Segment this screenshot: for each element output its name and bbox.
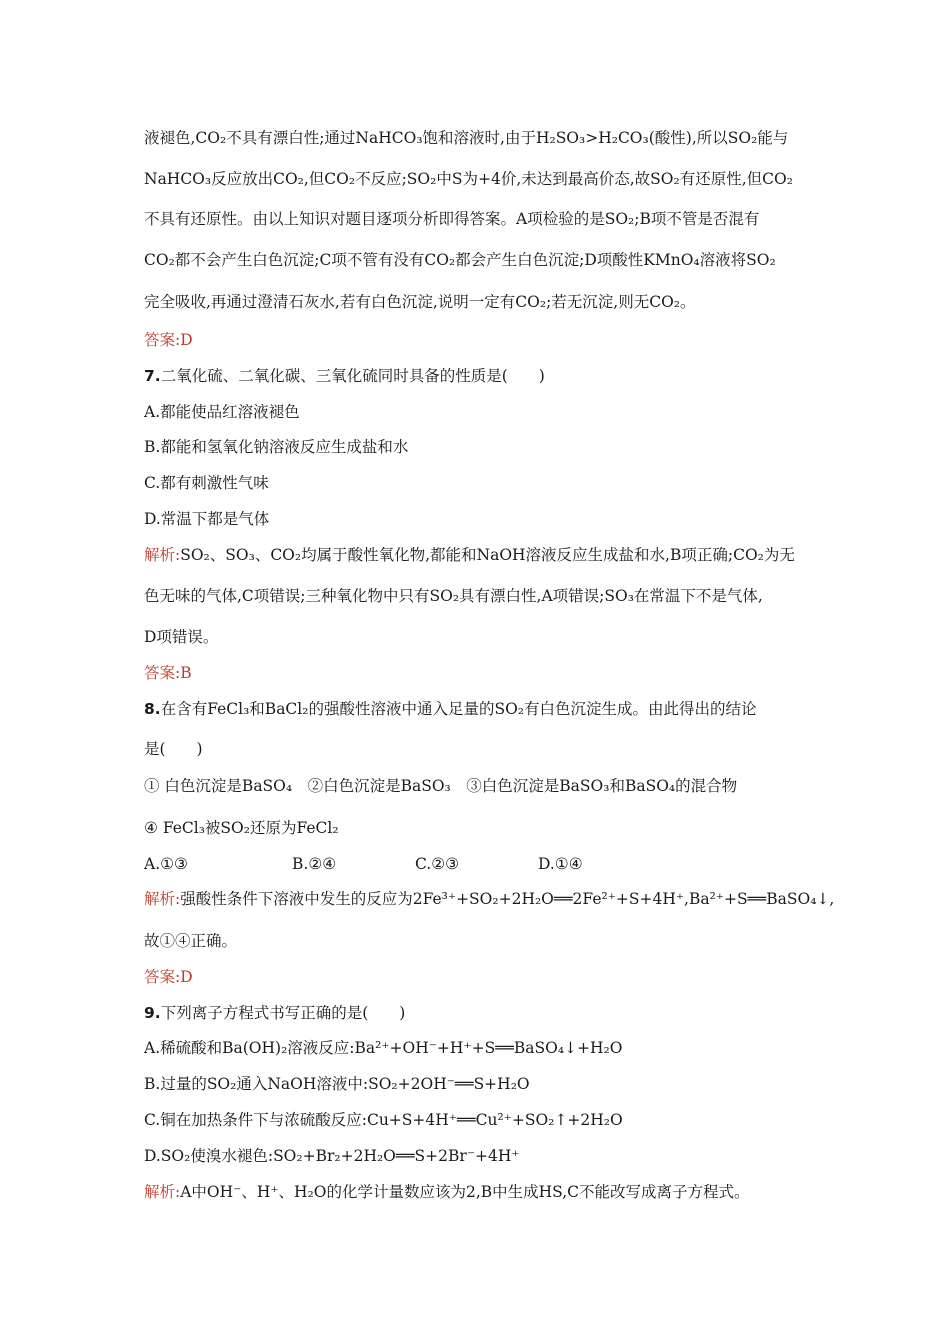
option-b: B.过量的SO₂通入NaOH溶液中:SO₂+2OH⁻══S+H₂O [144,1075,530,1093]
question-8-stem [144,699,757,719]
analysis-text: SO₂、SO₃、CO₂均属于酸性氧化物,都能和NaOH溶液反应生成盐和水,B项正确;CO₂为无 [180,546,795,564]
analysis-q7-line3: D项错误。 [144,628,219,646]
statements-line1: ① 白色沉淀是BaSO₄ ②白色沉淀是BaSO₃ ③白色沉淀是BaSO₃和BaSO₄的混合物 [144,777,738,795]
answer-label: 答案: [144,968,181,986]
analysis-text: A中OH⁻、H⁺、H₂O的化学计量数应该为2,B中生成HS,C不能改写成离子方程式。 [180,1183,750,1201]
option-c: C.都有刺激性气味 [144,474,269,492]
question-text: 在含有FeCl₃和BaCl₂的强酸性溶液中通入足量的SO₂有白色沉淀生成。由此得出的结论 [160,700,757,718]
option-d: D.常温下都是气体 [144,510,270,528]
question-8-stem-cont: 是( ) [144,740,203,758]
analysis-text: 强酸性条件下溶液中发生的反应为2Fe³⁺+SO₂+2H₂O══2Fe²⁺+S+4H⁺,Ba²⁺+S══BaSO₄↓, [180,890,835,908]
option-d: D.①④ [538,855,583,873]
explanation-line: NaHCO₃反应放出CO₂,但CO₂不反应;SO₂中S为+4价,未达到最高价态,故SO₂有还原性,但CO₂ [144,170,793,188]
analysis-label: 解析: [144,1183,181,1201]
question-7-stem [144,366,545,386]
explanation-line: 液褪色,CO₂不具有漂白性;通过NaHCO₃饱和溶液时,由于H₂SO₃>H₂CO₃(酸性),所以SO₂能与 [144,129,789,147]
option-a: A.①③ [144,855,188,873]
answer-q6 [144,330,193,350]
analysis-q9-line1 [144,1182,750,1202]
answer-value: D [180,331,193,349]
analysis-q7-line1 [144,545,795,565]
option-a: A.都能使品红溶液褪色 [144,403,300,421]
option-b: B.②④ [292,855,337,873]
explanation-line: 不具有还原性。由以上知识对题目逐项分析即得答案。A项检验的是SO₂;B项不管是否混有 [144,210,760,228]
answer-label: 答案: [144,331,181,349]
option-d: D.SO₂使溴水褪色:SO₂+Br₂+2H₂O══S+2Br⁻+4H⁺ [144,1147,520,1165]
answer-q8 [144,967,193,987]
question-text: 二氧化硫、二氧化碳、三氧化硫同时具备的性质是( ) [160,367,545,385]
answer-value: B [180,664,192,682]
option-a: A.稀硫酸和Ba(OH)₂溶液反应:Ba²⁺+OH⁻+H⁺+S══BaSO₄↓+H₂O [144,1039,623,1057]
question-number: 8. [144,700,161,718]
analysis-label: 解析: [144,890,181,908]
analysis-q8-line2: 故①④正确。 [144,932,238,950]
answer-q7 [144,663,192,683]
analysis-q7-line2: 色无味的气体,C项错误;三种氧化物中只有SO₂具有漂白性,A项错误;SO₃在常温下不是气体, [144,587,763,605]
answer-value: D [180,968,193,986]
analysis-q8-line1 [144,889,834,909]
question-number: 9. [144,1004,161,1022]
statements-line2: ④ FeCl₃被SO₂还原为FeCl₂ [144,819,339,837]
question-number: 7. [144,367,161,385]
question-9-stem [144,1003,405,1023]
explanation-line: CO₂都不会产生白色沉淀;C项不管有没有CO₂都会产生白色沉淀;D项酸性KMnO₄溶液将SO₂ [144,251,776,269]
option-c: C.②③ [415,855,460,873]
option-c: C.铜在加热条件下与浓硫酸反应:Cu+S+4H⁺══Cu²⁺+SO₂↑+2H₂O [144,1111,623,1129]
answer-label: 答案: [144,664,181,682]
analysis-label: 解析: [144,546,181,564]
question-text: 下列离子方程式书写正确的是( ) [160,1004,406,1022]
option-b: B.都能和氢氧化钠溶液反应生成盐和水 [144,438,409,456]
explanation-line: 完全吸收,再通过澄清石灰水,若有白色沉淀,说明一定有CO₂;若无沉淀,则无CO₂。 [144,293,696,311]
